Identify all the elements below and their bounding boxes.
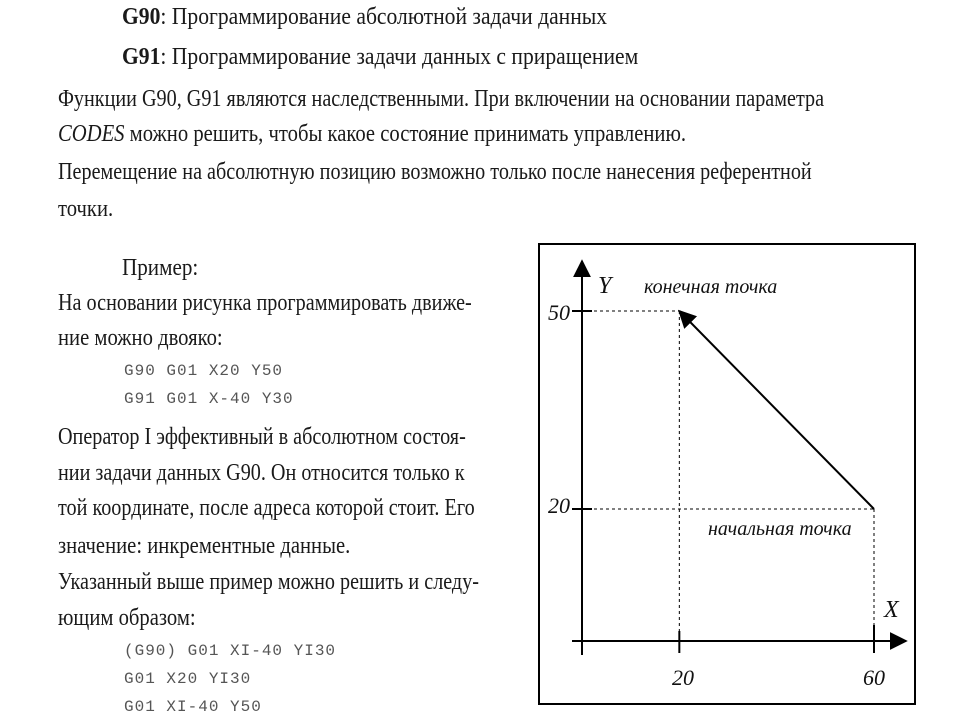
- start-point-label: начальная точка: [708, 518, 852, 540]
- code-line-1: G90 G01 X20 Y50: [124, 362, 284, 380]
- intro-line-4: точки.: [58, 196, 114, 222]
- code-line-5: G01 XI-40 Y50: [124, 698, 262, 716]
- x-tick-20-label: 20: [672, 665, 694, 690]
- example-text-2: ние можно двояко:: [58, 325, 223, 351]
- coordinate-figure: [538, 243, 916, 705]
- g91-description: : Программирование задачи данных с приращением: [160, 44, 639, 70]
- coordinate-diagram: [540, 245, 918, 707]
- code-line-2: G91 G01 X-40 Y30: [124, 390, 294, 408]
- y-tick-50-label: 50: [548, 300, 570, 325]
- alternative-line-2: ющим образом:: [58, 605, 196, 631]
- alternative-line-1: Указанный выше пример можно решить и следу-: [58, 569, 479, 595]
- g90-line: [122, 4, 607, 31]
- operator-line-1: Оператор I эффективный в абсолютном состоя-: [58, 424, 466, 450]
- movement-arrow: [679, 311, 874, 509]
- operator-line-2: нии задачи данных G90. Он относится только к: [58, 460, 465, 486]
- y-axis-label: Y: [598, 273, 612, 299]
- example-heading: Пример:: [122, 255, 199, 281]
- intro-line-3: Перемещение на абсолютную позицию возможно только после нанесения референтной: [58, 159, 812, 185]
- example-text-1: На основании рисунка программировать движе-: [58, 290, 472, 316]
- g91-line: [122, 44, 638, 71]
- g90-description: : Программирование абсолютной задачи данных: [160, 4, 608, 30]
- y-tick-20-label: 20: [548, 493, 570, 518]
- end-point-label: конечная точка: [644, 276, 778, 298]
- code-line-4: G01 X20 YI30: [124, 670, 252, 688]
- x-axis-label: X: [884, 597, 899, 623]
- operator-line-4: значение: инкрементные данные.: [58, 533, 351, 559]
- code-line-3: (G90) G01 XI-40 YI30: [124, 642, 337, 660]
- intro-line-1: Функции G90, G91 являются наследственными. При включении на основании параметра: [58, 86, 825, 112]
- g91-code: G91: [122, 44, 161, 70]
- g90-code: G90: [122, 4, 161, 30]
- operator-line-3: той координате, после адреса которой стоит. Его: [58, 495, 475, 521]
- intro-line-2: CODES можно решить, чтобы какое состояние принимать управлению.: [58, 121, 687, 147]
- codes-parameter: CODES: [58, 121, 125, 147]
- x-tick-60-label: 60: [863, 665, 885, 690]
